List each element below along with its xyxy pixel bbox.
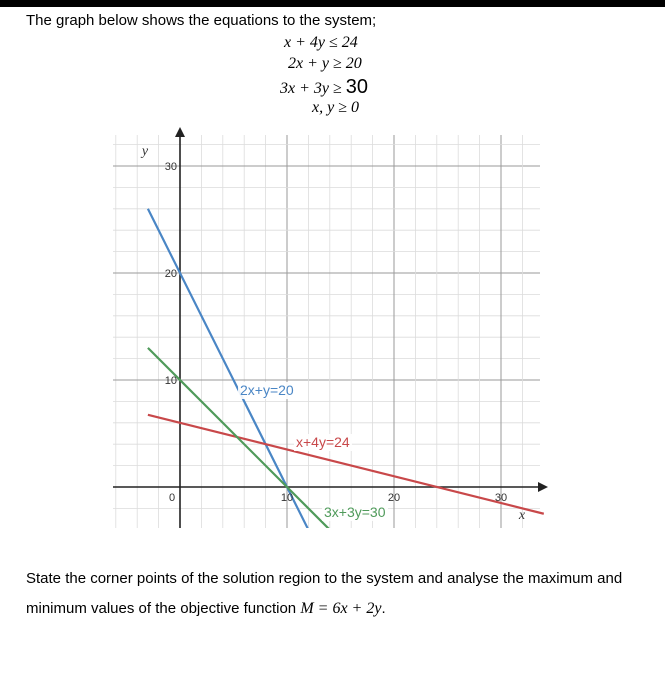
question-part1: State the corner points of the solution region to the system and analyse the maximum and minimum values of the objective function — [26, 570, 623, 617]
equation-2: 2x + y ≥ 20 — [288, 55, 362, 72]
x-tick-label: 30 — [494, 492, 508, 504]
question-part2: . — [381, 600, 386, 617]
graph-labels — [140, 144, 526, 523]
origin-label: 0 — [168, 492, 176, 504]
question-text — [26, 564, 646, 624]
equation-3: 3x + 3y ≥ 30 — [280, 76, 369, 98]
equation-4: x, y ≥ 0 — [312, 99, 359, 116]
y-tick-label: 10 — [164, 375, 177, 387]
intro-text: The graph below shows the equations to the system; — [26, 12, 377, 29]
objective-function: M = 6x + 2y — [300, 600, 382, 617]
y-tick-label: 30 — [164, 161, 177, 173]
series-lines — [148, 209, 544, 530]
series-label-1: 2x+y=20 — [240, 382, 294, 398]
x-tick-label: 20 — [387, 492, 401, 504]
x-axis-arrow — [538, 482, 548, 492]
y-axis-arrow — [175, 127, 185, 137]
series-line-1 — [148, 209, 309, 530]
series-label-3: 3x+3y=30 — [324, 504, 386, 520]
y-tick-label: 20 — [164, 268, 177, 280]
series-line-2 — [148, 415, 544, 514]
y-axis-label: y — [141, 144, 149, 159]
x-axis-label: x — [518, 508, 526, 523]
grid — [113, 135, 540, 528]
x-tick-label: 10 — [280, 492, 294, 504]
equation-3-rhs: 30 — [345, 76, 369, 98]
series-label-2: x+4y=24 — [296, 434, 350, 450]
equation-1: x + 4y ≤ 24 — [284, 34, 358, 51]
